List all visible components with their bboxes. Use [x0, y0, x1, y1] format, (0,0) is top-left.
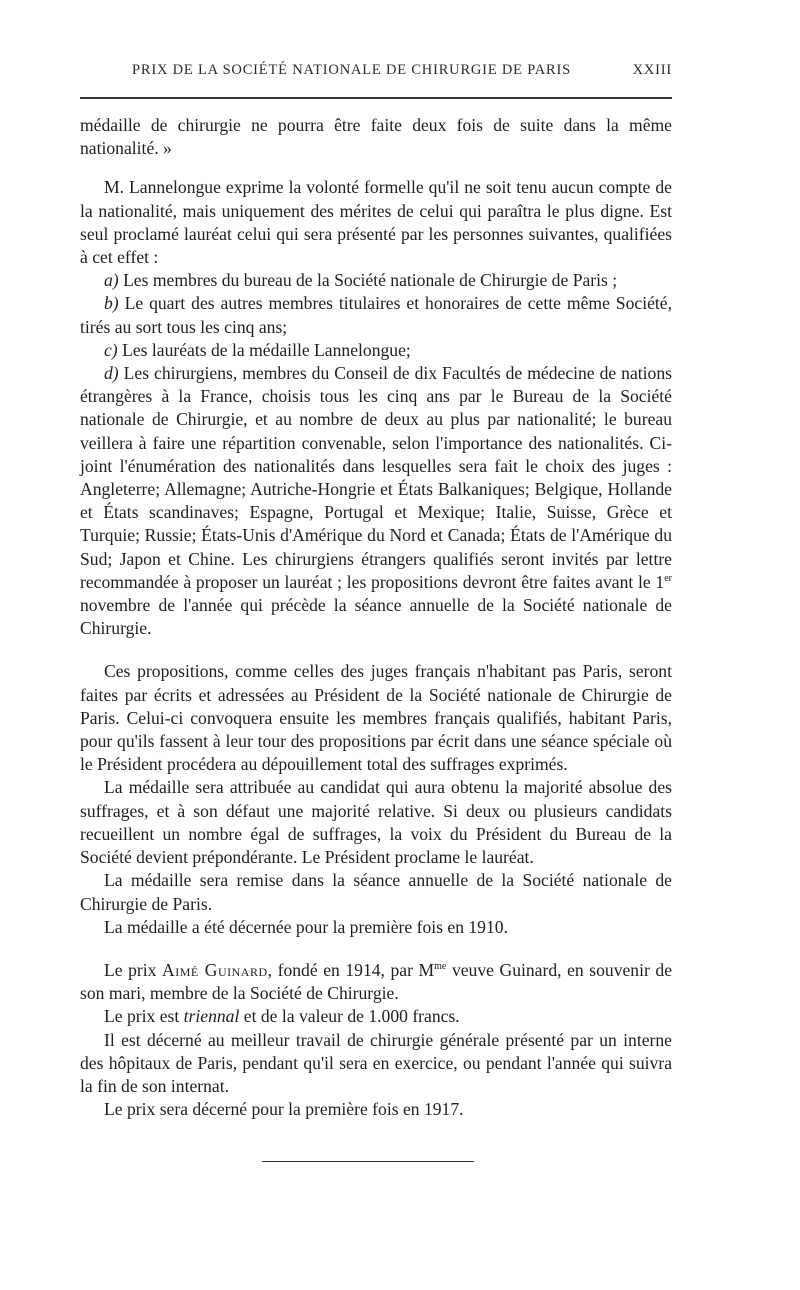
paragraph-criteria: Il est décerné au meilleur travail de chirurgie générale présenté par un interne des hôpitaux de Paris, pendant qu'il sera en exercice, ou pendant l'année qui suivra la fin de son internat.	[80, 1029, 672, 1096]
paragraph-first-prize: Le prix sera décerné pour la première fois en 1917.	[104, 1099, 464, 1120]
list-text-d: Les chirurgiens, membres du Conseil de dix Facultés de médecine de nations étrangères à la France, choisis tous les cinq ans par le Bureau de la Société nationale de Chirurgie, et au nombre de deux au plus par nationalité; le bureau veillera à faire une répartition convenable, selon l'importance des nationalités. Ci-joint l'énumération des nationalités dans lesquelles sera fait le choix des juges : Angleterre; Allemagne; Autriche-Hongrie et États Balkaniques; Belgique, Hollande et États scandinaves; Espagne, Portugal et Mexique; Italie, Suisse, Grèce et Turquie; Russie; États-Unis d'Amérique du Nord et Canada; États de l'Amérique du Sud; Japon et Chine. Les chirurgiens étrangers qualifiés seront invités par lettre recommandée à proposer un lauréat ; les propositions devront être faites avant le	[80, 363, 672, 592]
header-rule	[80, 97, 672, 99]
running-title: PRIX DE LA SOCIÉTÉ NATIONALE DE CHIRURGIE DE PARIS	[132, 62, 572, 78]
paragraph-lannelongue: M. Lannelongue exprime la volonté formelle qu'il ne soit tenu aucun compte de la nationalité, mais uniquement des mérites de celui qui paraîtra le plus digne. Est seul proclamé lauréat celui qui sera présenté par les personnes suivantes, qualifiées à cet effet :	[80, 177, 672, 268]
list-label-d: d)	[104, 363, 119, 384]
paragraph-propositions: Ces propositions, comme celles des juges français n'habitant pas Paris, seront faites par écrits et adressées au Président de la Société nationale de Chirurgie de Paris. Celui-ci convoquera ensuite les membres français qualifiés, habitant Paris, pour qu'ils fassent à leur tour des propositions par écrit dans une séance spéciale où le Président procédera au dépouillement total des suffrages exprimés.	[80, 661, 672, 775]
paragraph-majority: La médaille sera attribuée au candidat qui aura obtenu la majorité absolue des suffrages, et à son défaut une majorité relative. Si deux ou plusieurs candidats recueillent un nombre égal de suffrages, la voix du Président du Bureau de la Société devient prépondérante. Le Président proclame le lauréat.	[80, 777, 672, 868]
list-item-a	[80, 269, 672, 292]
list-text-b: Le quart des autres membres titulaires et honoraires de cette même Société, tirés au sort tous les cinq ans;	[80, 293, 672, 337]
paragraph-continuation: médaille de chirurgie ne pourra être faite deux fois de suite dans la même nationalité. »	[80, 115, 672, 159]
italic-term: triennal	[183, 1006, 240, 1027]
paragraph-prix-guinard	[80, 959, 672, 1005]
text-fragment: veuve Guinard, en souvenir de son mari, membre de la Société de Chirurgie.	[80, 959, 672, 1004]
text-fragment: et de la valeur de 1.000 francs.	[243, 1006, 460, 1027]
paragraph-triennal	[80, 1005, 672, 1028]
list-text-a: Les membres du bureau de la Société nationale de Chirurgie de Paris ;	[123, 270, 618, 291]
list-item-d	[80, 362, 672, 640]
list-item-c	[80, 339, 672, 362]
page-number: XXIII	[632, 62, 672, 78]
list-label-c: c)	[104, 339, 118, 360]
list-item-b	[80, 292, 672, 338]
end-rule	[262, 1161, 474, 1162]
list-label-a: a)	[104, 270, 119, 291]
list-text-d-end: novembre de l'année qui précède la séance annuelle de la Société nationale de Chirurgie.	[80, 595, 672, 639]
paragraph-first-award: La médaille a été décernée pour la première fois en 1910.	[104, 916, 508, 937]
list-label-b: b)	[104, 293, 119, 314]
text-fragment: , fondé en 1914, par M	[267, 959, 435, 980]
ordinal-suffix: er	[664, 572, 672, 584]
ordinal-number: 1	[655, 571, 665, 592]
title-superscript: me	[434, 960, 447, 972]
list-text-c: Les lauréats de la médaille Lannelongue;	[122, 339, 411, 360]
text-fragment: Le prix	[104, 959, 157, 980]
text-fragment: Le prix est	[104, 1006, 180, 1027]
prize-name: Aimé Guinard	[162, 959, 268, 980]
paragraph-remise: La médaille sera remise dans la séance annuelle de la Société nationale de Chirurgie de Paris.	[80, 870, 672, 914]
page-body	[80, 114, 672, 1121]
